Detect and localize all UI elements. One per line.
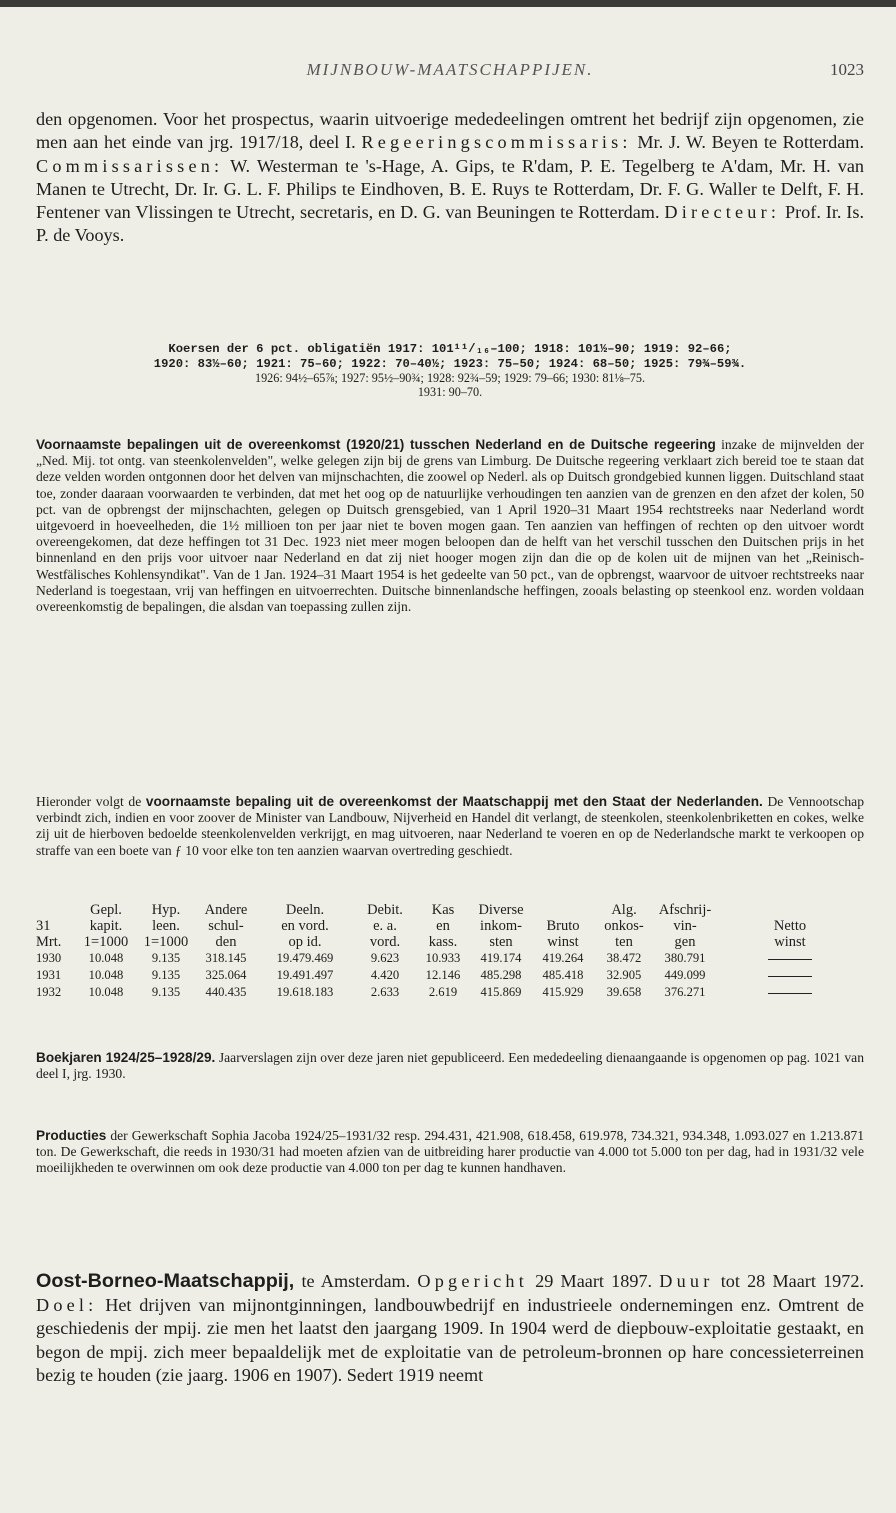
netto-dash xyxy=(716,984,864,1001)
table-row: 1932 10.048 9.135 440.435 19.618.183 2.633 2.619 415.869 415.929 39.658 376.271 xyxy=(36,984,864,1001)
col-header-diverse: Diverse inkom- sten xyxy=(478,902,524,950)
koersen-line-2: 1920: 83½–60; 1921: 75–60; 1922: 70–40½; 1923: 75–50; 1924: 68–50; 1925: 79¾–59¾. xyxy=(153,357,747,371)
scan-edge xyxy=(0,0,896,7)
col-header-debiteuren: Debit. e. a. vord. xyxy=(367,902,403,950)
oost-borneo-heading: Oost-Borneo-Maatschappij, xyxy=(36,1270,295,1292)
voornaamste-heading: Voornaamste bepalingen uit de overeenkomst (1920/21) tusschen Nederland en de Duitsche regeering xyxy=(36,437,716,452)
opgericht-label: Opgericht xyxy=(417,1271,528,1291)
koersen-line-3: 1926: 94½–65⅞; 1927: 95½–90¾; 1928: 92¾–59; 1929: 79–66; 1930: 81⅛–75. xyxy=(254,371,645,385)
netto-dash xyxy=(716,967,864,984)
hieronder-heading: voornaamste bepaling uit de overeenkomst der Maatschappij met den Staat der Nederlanden. xyxy=(145,794,763,809)
commissarissen-names: W. Westerman te 's-Hage, A. Gips, te R'dam, P. E. Tegelberg te A'dam, Mr. H. van Manen te Utrecht, Dr. Ir. G. L. F. Philips te Eindhoven, B. E. Ruys te Rotterdam, Dr. F. G. Waller te Delft, F. H. Fentener van Vlissingen te Utrecht, secretaris, en D. G. van Beuningen te Rotterdam. xyxy=(36,155,865,223)
doel-label: Doel: xyxy=(36,1295,98,1315)
table-row: 1931 10.048 9.135 325.064 19.491.497 4.420 12.146 485.298 485.418 32.905 449.099 xyxy=(36,967,864,984)
col-header-hypotheek: Hyp. leen. 1=1000 xyxy=(143,902,189,950)
financial-table xyxy=(36,902,864,1001)
regeeringscommissaris-label: Regeeringscommissaris: xyxy=(361,132,632,153)
duur-label: Duur xyxy=(659,1271,714,1291)
regeeringscommissaris-name: Mr. J. W. Beyen te Rotterdam. xyxy=(637,132,864,153)
col-header-kas: Kas en kass. xyxy=(428,902,458,950)
netto-dash xyxy=(716,950,864,967)
directeur-name: Prof. Ir. Is. P. de Vooys. xyxy=(36,202,864,246)
producties-heading: Producties xyxy=(36,1128,107,1143)
oost-borneo-paragraph xyxy=(36,1268,864,1387)
intro-paragraph xyxy=(36,108,864,248)
boekjaren-paragraph xyxy=(36,1050,864,1082)
voornaamste-paragraph xyxy=(36,437,864,615)
page-number: 1023 xyxy=(830,60,864,79)
col-header-schulden: Andere schul- den xyxy=(204,902,248,950)
table-row: 1930 10.048 9.135 318.145 19.479.469 9.623 10.933 419.174 419.264 38.472 380.791 xyxy=(36,950,864,967)
koersen-block xyxy=(36,341,864,399)
hieronder-text-1: Hieronder volgt de xyxy=(36,794,142,809)
page-header xyxy=(36,60,864,88)
directeur-label: Directeur: xyxy=(664,202,781,223)
opgericht-date: 29 Maart 1897. xyxy=(535,1271,653,1291)
voornaamste-text: inzake de mijnvelden der „Ned. Mij. tot ontg. van steenkolenvelden", welke gelegen zijn bij de grens van Limburg. De Duitsche regeering verklaart zich bereid toe te staan dat deze velden worden ontgonnen door het delven van mijnschachten, die zoowel op Nederl. als op Duitsch grondgebied kunnen liggen. Duitschland staat toe, zonder daaraan voorwaarden te verbinden, dat met het oog op de natuurlijke verhoudingen ten aanzien van de grenzen en den afzet der kolen, 50 pct. van de opbrengst der mijnschachten, gelegen op Duitsch grensgebied, van 1 April 1920–31 Maart 1954 rechtstreeks naar Nederland wordt uitgevoerd in hoeveelheden, die 1½ millioen ton per jaar niet te boven mogen gaan. Ten aanzien van heffingen of rechten op den uitvoer wordt overeengekomen, dat deze heffingen tot 31 Dec. 1923 niet meer mogen beloopen dan de helft van het verschil tusschen den Duitschen prijs in het binnenland en den prijs voor uitvoer naar Nederland en dat zij niet hooger mogen zijn dan die op de kolen uit de mijnen van het „Reinisch-Westfälisches Kohlensyndikat". Van de 1 Jan. 1924–31 Maart 1954 is het gedeelte van 50 pct., van de opbrengst, waarvoor de uitvoer rechtstreeks naar Nederland is toegestaan, vrij van heffingen en uitvoerrechten. Duitsche binnenlandsche heffingen, zooals belasting op steenkool enz. worden voldaan overeenkomstig de bepalingen, die alsdan van toepassing zullen zijn. xyxy=(36,437,864,615)
koersen-line-4: 1931: 90–70. xyxy=(417,385,483,399)
boekjaren-text: Jaarverslagen zijn over deze jaren niet gepubliceerd. Een mededeeling dienaangaande is opgenomen op pag. 1021 van deel I, jrg. 1930. xyxy=(36,1050,864,1082)
col-header-date: 31 Mrt. xyxy=(36,918,62,950)
col-header-afschrijvingen: Afschrij- vin- gen xyxy=(658,902,712,950)
hieronder-paragraph xyxy=(36,794,864,859)
doel-text: Het drijven van mijnontginningen, landbouwbedrijf en industrieele ondernemingen enz. Omtrent de geschiedenis der mpij. zie men het laatst den jaargang 1909. In 1904 werd de diepbouw-exploitatie gestaakt, en begon de mpij. zich meer bepaaldelijk met de exploitatie van de petroleum-bronnen op hare concessieterreinen bezig te houden (zie jaarg. 1906 en 1907). Sedert 1919 neemt xyxy=(36,1295,864,1385)
col-header-kapitaal: Gepl. kapit. 1=1000 xyxy=(83,902,129,950)
intro-text: den opgenomen. Voor het prospectus, waarin uitvoerige mededeelingen omtrent het bedrijf zijn opgenomen, zie men aan het einde van jrg. 1917/18, deel I. xyxy=(36,109,864,153)
producties-paragraph xyxy=(36,1128,864,1177)
oost-borneo-location: te Amsterdam. xyxy=(301,1271,411,1291)
col-header-onkosten: Alg. onkos- ten xyxy=(604,902,644,950)
col-header-deelnemingen: Deeln. en vord. op id. xyxy=(281,902,329,950)
col-header-bruto: Bruto winst xyxy=(546,918,580,950)
producties-text: der Gewerkschaft Sophia Jacoba 1924/25–1931/32 resp. 294.431, 421.908, 618.458, 619.978, 734.321, 934.348, 1.093.027 en 1.213.871 ton. De Gewerkschaft, die reeds in 1930/31 had moeten afzien van de uitbreiding harer productie van 4.000 tot 5.000 ton per dag, had in 1931/32 vele moeilijkheden te overwinnen om ook deze productie van 4.000 ton per dag te kunnen handhaven. xyxy=(36,1128,864,1176)
running-title: MIJNBOUW-MAATSCHAPPIJEN. xyxy=(306,60,594,79)
commissarissen-label: Commissarissen: xyxy=(36,155,224,176)
hieronder-text-2: De Vennootschap verbindt zich, indien en voor zoover de Minister van Landbouw, Nijverheid en Handel dit verlangt, de steenkolen, steenkolenbriketten en cokes, welke zij uit de hierboven bedoelde steenkolenvelden verkrijgt, en mag uitvoeren, naar Nederland te voeren en op de Nederlandsche markt te verkoopen op straffe van een boete van ƒ 10 voor elke ton ten aanzien waarvan overtreding geschiedt. xyxy=(36,794,865,858)
boekjaren-heading: Boekjaren 1924/25–1928/29. xyxy=(36,1050,216,1065)
table-header-row xyxy=(36,902,864,950)
duur-text: tot 28 Maart 1972. xyxy=(720,1271,865,1291)
col-header-netto: Netto winst xyxy=(773,918,807,950)
koersen-line-1: Koersen der 6 pct. obligatiën 1917: 101¹¹/₁₆–100; 1918: 101½–90; 1919: 92–66; xyxy=(168,342,732,356)
